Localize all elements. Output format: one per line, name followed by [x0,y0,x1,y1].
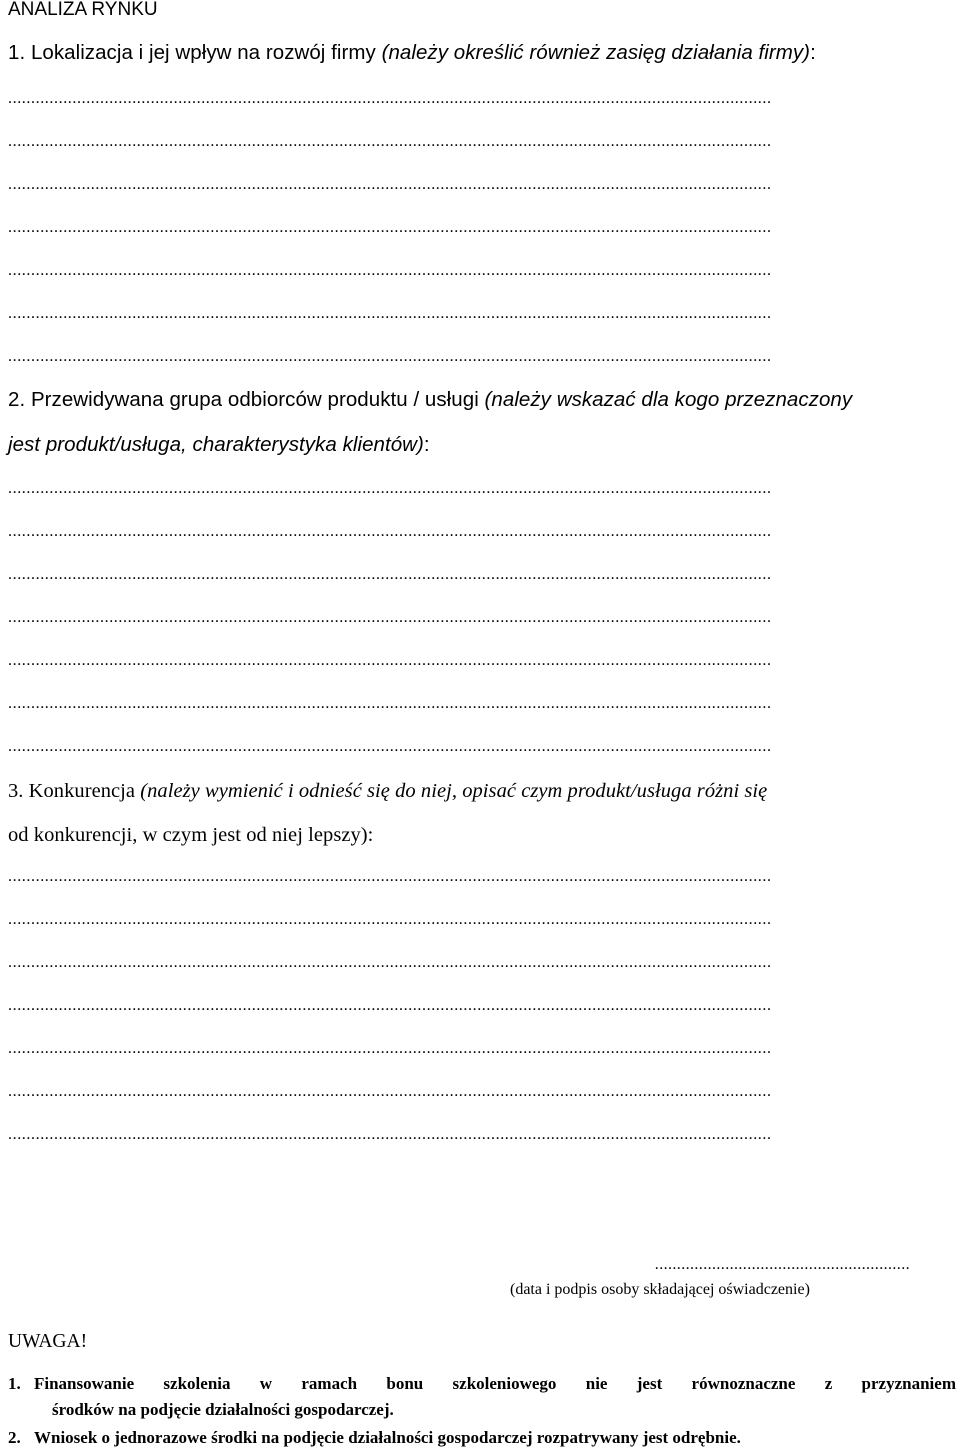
answer-line-2-4[interactable]: ...................................................................................................................................................................... [8,611,772,625]
section-3-hint: (należy wymienić i odnieść się do niej, opisać czym produkt/usługa różni się [140,780,768,802]
section-1-label: 1. Lokalizacja i jej wpływ na rozwój firmy [8,41,382,64]
answer-line-2-5[interactable]: ...................................................................................................................................................................... [8,654,772,668]
answer-line-2-6[interactable]: ...................................................................................................................................................................... [8,697,772,711]
answer-line-3-2[interactable]: ...................................................................................................................................................................... [8,913,772,927]
answer-line-3-5[interactable]: ...................................................................................................................................................................... [8,1042,772,1056]
section-1-hint: (należy określić również zasięg działania firmy) [381,41,811,64]
signature-caption: (data i podpis osoby składającej oświadczenie) [510,1281,810,1298]
answer-line-3-1[interactable]: ...................................................................................................................................................................... [8,870,772,884]
section-3-label: 3. Konkurencja [8,780,141,802]
notice-item-1-number: 1. [8,1374,21,1393]
page-title: ANALIZA RYNKU [8,0,158,20]
section-2-label: 2. Przewidywana grupa odbiorców produktu / usługi [8,388,485,411]
answer-line-3-7[interactable]: ...................................................................................................................................................................... [8,1128,772,1142]
answer-line-2-1[interactable]: ...................................................................................................................................................................... [8,482,772,496]
answer-line-1-2[interactable]: ...................................................................................................................................................................... [8,135,772,149]
section-2-hint: (należy wskazać dla kogo przeznaczony [484,388,853,411]
signature-line[interactable]: .......................................................... [654,1258,910,1273]
answer-line-1-7[interactable]: ...................................................................................................................................................................... [8,350,772,364]
section-1-heading [8,40,816,66]
notice-item-1-text: Finansowanie szkolenia w ramach bonu szkoleniowego nie jest równoznaczne z przyznaniem [34,1374,956,1393]
notice-item-2 [8,1426,741,1450]
section-3-hint-cont: od konkurencji, w czym jest od niej lepszy): [8,824,374,846]
answer-line-1-4[interactable]: ...................................................................................................................................................................... [8,221,772,235]
notice-item-2-number: 2. [8,1428,21,1447]
notice-item-1-cont: środków na podjęcie działalności gospodarczej. [52,1400,394,1419]
answer-line-2-2[interactable]: ...................................................................................................................................................................... [8,525,772,539]
section-1-colon: : [810,41,816,64]
section-3-heading-line-2 [8,822,373,848]
answer-line-2-7[interactable]: ...................................................................................................................................................................... [8,740,772,754]
notice-item-2-text: Wniosek o jednorazowe środki na podjęcie działalności gospodarczej rozpatrywany jest odrębnie. [34,1428,741,1447]
answer-line-1-6[interactable]: ...................................................................................................................................................................... [8,307,772,321]
answer-line-3-6[interactable]: ...................................................................................................................................................................... [8,1085,772,1099]
answer-line-1-1[interactable]: ...................................................................................................................................................................... [8,92,772,106]
section-2-heading-line-2 [8,432,430,458]
answer-line-3-4[interactable]: ...................................................................................................................................................................... [8,999,772,1013]
answer-line-3-3[interactable]: ...................................................................................................................................................................... [8,956,772,970]
section-2-colon: : [423,433,430,456]
answer-line-1-5[interactable]: ...................................................................................................................................................................... [8,264,772,278]
section-2-hint-cont: jest produkt/usługa, charakterystyka klientów) [8,433,424,456]
answer-line-2-3[interactable]: ...................................................................................................................................................................... [8,568,772,582]
answer-line-1-3[interactable]: ...................................................................................................................................................................... [8,178,772,192]
section-2-heading-line-1 [8,387,852,413]
notice-item-1 [8,1372,956,1396]
notice-title: UWAGA! [8,1331,88,1352]
section-3-heading-line-1 [8,778,767,804]
